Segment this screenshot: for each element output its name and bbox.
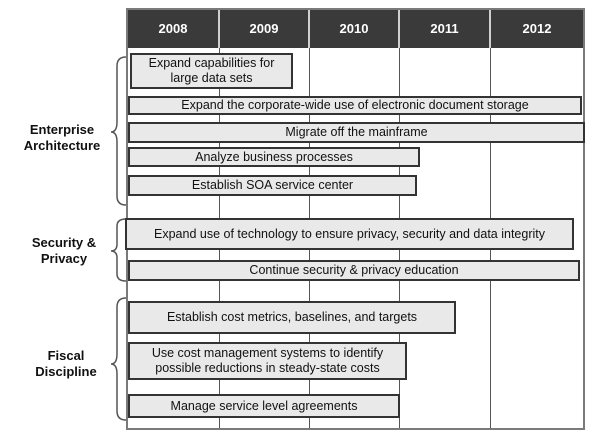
brace-security-privacy <box>111 219 126 281</box>
task-bar: Use cost management systems to identify possible reductions in steady-state costs <box>128 342 407 380</box>
category-enterprise-architecture: Enterprise Architecture <box>23 122 101 153</box>
task-bar: Analyze business processes <box>128 147 420 167</box>
task-bar: Expand the corporate-wide use of electronic document storage <box>128 96 582 115</box>
brace-enterprise-architecture <box>111 57 126 205</box>
year-header-2009: 2009 <box>220 10 310 48</box>
task-bar: Continue security & privacy education <box>128 260 580 281</box>
task-bar: Establish SOA service center <box>128 175 417 196</box>
task-bar: Manage service level agreements <box>128 394 400 418</box>
year-header-2010: 2010 <box>310 10 400 48</box>
task-bar: Expand use of technology to ensure privacy, security and data integrity <box>125 218 574 250</box>
category-fiscal-discipline: Fiscal Discipline <box>35 348 97 379</box>
year-header-2011: 2011 <box>400 10 491 48</box>
task-bar: Migrate off the mainframe <box>128 122 585 143</box>
category-security-privacy: Security & Privacy <box>31 235 97 266</box>
year-header-2008: 2008 <box>128 10 220 48</box>
task-bar: Establish cost metrics, baselines, and targets <box>128 301 456 334</box>
year-header-2012: 2012 <box>491 10 583 48</box>
brace-fiscal-discipline <box>111 298 126 420</box>
task-bar: Expand capabilities for large data sets <box>130 53 293 89</box>
